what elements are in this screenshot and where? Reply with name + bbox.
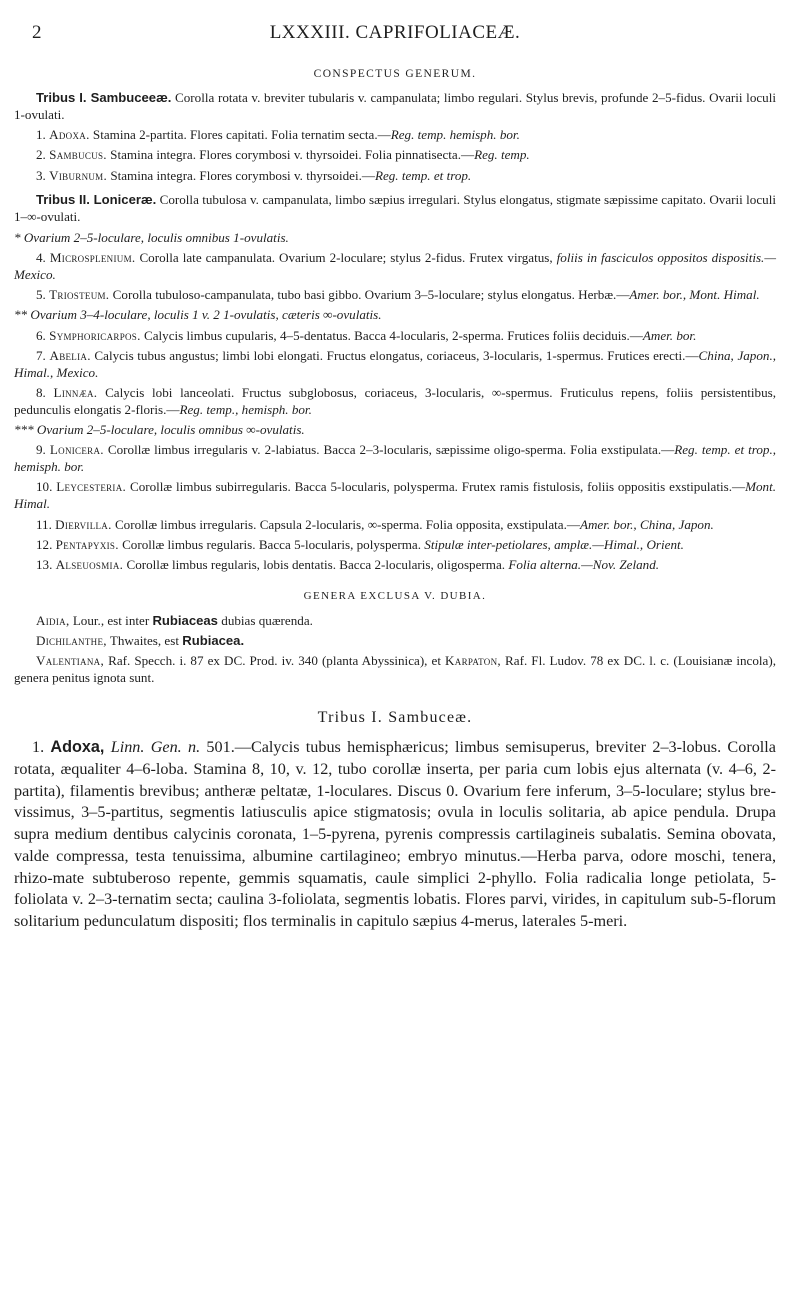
genus-region: Amer. bor., Mont. Himal. <box>629 286 760 302</box>
genus-name: Dichilanthe, <box>36 633 107 649</box>
genus-text: Calycis limbus cupularis, 4–5-dentatus. Bacca 4-locularis, 2-sperma. Frutices foliis deciduis.— <box>143 327 643 343</box>
genus-entry-9 <box>14 442 776 476</box>
genus-region: foliis in fasciculos oppositos dispositis.—Mexico. <box>14 249 776 282</box>
excluded-entry-valentiana <box>14 653 776 687</box>
adoxa-description <box>14 737 776 933</box>
tribus-2-text: Corolla tubulosa v. campanulata, limbo sæpius irregulari. Stylus elongatus, stigmate sæpissime capitato. Ovarii loculi 1–∞-ovulati. <box>14 192 776 225</box>
genus-number: 7. <box>36 347 46 363</box>
genus-entry-3 <box>14 168 776 185</box>
tribus-1-text: Corolla rotata v. breviter tubularis v. campanulata; limbo regulari. Stylus brevis, profunde 2–5-fidus. Ovarii loculi 1-ovulati. <box>14 90 776 122</box>
genus-name: Pentapyxis. <box>55 536 119 552</box>
genus-name: Triosteum. <box>49 286 110 302</box>
genus-name: Diervilla. <box>55 516 112 532</box>
genus-text: Raf. Fl. Ludov. 78 ex DC. l. c. (Louisianæ incola), genera penitus ignota sunt. <box>14 653 776 686</box>
running-head <box>14 22 776 50</box>
genus-region: China, Japon., Himal., Mexico. <box>14 347 776 380</box>
genus-name: Leycesteria. <box>56 479 127 495</box>
genus-number: 13. <box>36 557 53 573</box>
genus-region: Folia alterna.—Nov. Zeland. <box>508 557 660 573</box>
tribus-section-heading: Tribus I. Sambuceæ. <box>317 708 473 726</box>
tribus-2-label: Tribus II. Loniceræ. <box>36 192 157 208</box>
tribus-1-description <box>14 90 776 124</box>
family-name: Rubiacea. <box>182 633 245 649</box>
genus-number: 1. <box>36 127 46 143</box>
genus-number: 11. <box>36 516 52 532</box>
genus-entry-8 <box>14 385 776 419</box>
genus-name: Microsplenium. <box>49 249 136 265</box>
genus-entry-5 <box>14 287 776 304</box>
genus-entry-4 <box>14 250 776 284</box>
genus-entry-11 <box>14 517 776 534</box>
genus-number: 5. <box>36 286 46 302</box>
genus-entry-1 <box>14 127 776 144</box>
genus-entry-2 <box>14 147 776 164</box>
subgroup-note-2: ** Ovarium 3–4-loculare, loculis 1 v. 2 1-ovulatis, cæteris ∞-ovulatis. <box>14 307 382 323</box>
genus-entry-12 <box>14 537 776 554</box>
genus-text: Corollæ limbus irregularis. Capsula 2-locularis, ∞-sperma. Folia opposita, exstipulata.— <box>114 516 580 532</box>
genus-description: 501.—Calycis tubus hemisphæricus; limbus semisuperus, breviter 2–3-lobus. Corolla rotata, æqualiter 4–6-loba. Stamina 8, 10, v. 12, tubo corollæ inserta, per paria cum lobis ejus alternata (v. 4–6, 2-partita), filamentis brevibus; antheræ peltatæ, 1-loculares. Discus 0. Ovarium fere inferum, 3–5-loculare; stylus bre-vissimus, 3–5-partitus, segmentis latiusculis apice stigmatosis; ovula in loculis solitaria, ab apice pendula. Drupa supra medium dentibus calycinis coronata, 1–5-pyrena, pyrenis compressis cartilagineis subalatis. Semina obovata, valde compressa, testa tenuissima, albumine cartilagineo; embryo minutus.—Herba parva, odore moschi, tenera, rhizo-mate subtuberoso repente, gemmis squamatis, caule simplici 2-phyllo. Folia radicalia longe petiolata, 5-foliolata v. 2–3-ternatim secta; caulina 3-foliolata, segmentis lobatis. Flores parvi, virides, in capitulum sub-5-florum solitarium pedunculatum dispositi; flos terminalis in capitulo sæpius 4-merus, laterales 5-meri. <box>14 737 776 931</box>
genus-region: Stipulæ inter-petiolares, amplæ.—Himal., Orient. <box>424 536 684 552</box>
genus-number: 12. <box>36 536 53 552</box>
genus-number: 6. <box>36 327 46 343</box>
genus-text: Corollæ limbus regularis, lobis dentatis. Bacca 2-locularis, oligosperma. <box>126 557 506 573</box>
genus-number: 1. <box>32 737 45 756</box>
genus-region: Reg. temp. et trop., hemisph. bor. <box>14 442 776 475</box>
genus-name: Viburnum. <box>49 167 108 183</box>
family-name: Rubiaceas <box>152 612 218 628</box>
genus-name: Alseuosmia. <box>55 557 124 573</box>
genus-entry-6 <box>14 328 776 345</box>
genus-name: Linnæa. <box>53 384 98 400</box>
genus-text: dubias quærenda. <box>221 612 313 628</box>
genus-author: Linn. Gen. n. <box>110 737 201 756</box>
genus-region: Reg. temp., hemisph. bor. <box>179 401 312 417</box>
genus-name: Karpaton, <box>445 653 501 669</box>
genus-entry-13 <box>14 557 776 574</box>
genus-text: Calycis tubus angustus; limbi lobi elongati. Fructus elongatus, coriaceus, 3-locularis, 1-spermus. Frutices erecti.— <box>94 347 699 363</box>
running-title: LXXXIII. CAPRIFOLIACEÆ. <box>269 22 521 43</box>
subgroup-note-1: * Ovarium 2–5-loculare, loculis omnibus 1-ovulatis. <box>14 229 289 245</box>
genus-number: 9. <box>36 442 46 458</box>
excluded-genera-heading: GENERA EXCLUSA V. DUBIA. <box>303 589 487 602</box>
excluded-entry-dichilanthe <box>14 633 776 650</box>
genus-text: Corollæ limbus regularis. Bacca 5-locularis, polysperma. <box>122 536 421 552</box>
tribus-2-description <box>14 192 776 226</box>
subgroup-note-3: *** Ovarium 2–5-loculare, loculis omnibus ∞-ovulatis. <box>14 422 305 438</box>
genus-name: Adoxa, <box>50 737 105 756</box>
genus-number: 2. <box>36 147 46 163</box>
genus-text: Corolla tubuloso-campanulata, tubo basi gibbo. Ovarium 3–5-loculare; stylus elongatus. Herbæ.— <box>112 286 630 302</box>
genus-region: Reg. temp. et trop. <box>374 167 472 183</box>
genus-text: Corollæ limbus subirregularis. Bacca 5-locularis, polysperma. Frutex ramis fistulosis, foliis oppositis exstipulatis.— <box>129 479 746 495</box>
genus-entry-10 <box>14 479 776 513</box>
genus-text: Thwaites, est <box>109 633 179 649</box>
genus-number: 4. <box>36 249 46 265</box>
genus-text: Stamina integra. Flores corymbosi v. thyrsoidei. Folia pinnatisecta.— <box>110 147 475 163</box>
genus-text: Stamina 2-partita. Flores capitati. Folia ternatim secta.— <box>92 127 391 143</box>
genus-number: 8. <box>36 384 46 400</box>
genus-name: Valentiana, <box>36 653 105 669</box>
genus-text: Corolla late campanulata. Ovarium 2-loculare; stylus 2-fidus. Frutex virgatus, <box>139 249 553 265</box>
genus-entry-7 <box>14 348 776 382</box>
conspectus-body <box>14 90 776 687</box>
genus-region: Mont. Himal. <box>14 479 777 512</box>
excluded-entry-aidia <box>14 613 776 630</box>
genus-name: Aidia, <box>36 612 70 628</box>
genus-name: Lonicera. <box>49 442 104 458</box>
genus-text: Stamina integra. Flores corymbosi v. thyrsoidei.— <box>110 167 375 183</box>
genus-name: Symphoricarpos. <box>49 327 141 343</box>
conspectus-heading: CONSPECTUS GENERUM. <box>313 68 477 80</box>
genus-region: Amer. bor. <box>642 327 697 343</box>
genus-text: Calycis lobi lanceolati. Fructus subglobosus, coriaceus, 3-locularis, ∞-spermus. Fruticulus repens, foliis persistentibus, pedunculis elongatis 2-floris.— <box>14 384 776 417</box>
genus-text: Raf. Specch. i. 87 ex DC. Prod. iv. 340 (planta Abyssinica), et <box>108 653 441 669</box>
tribus-1-label: Tribus I. Sambuceeæ. <box>36 90 172 105</box>
genus-number: 3. <box>36 167 46 183</box>
genus-region: Reg. temp. hemisph. bor. <box>390 127 520 143</box>
genus-name: Sambucus. <box>49 147 107 163</box>
genus-text: Lour., est inter <box>72 612 150 628</box>
genus-name: Abelia. <box>49 347 91 363</box>
genus-text: Corollæ limbus irregularis v. 2-labiatus. Bacca 2–3-locularis, sæpissime oligo-sperma. Folia exstipulata.— <box>107 442 675 458</box>
genus-name: Adoxa. <box>49 127 90 143</box>
genus-region: Amer. bor., China, Japon. <box>579 516 714 532</box>
page-number: 2 <box>32 22 42 43</box>
genus-number: 10. <box>36 479 53 495</box>
genus-region: Reg. temp. <box>474 147 530 163</box>
